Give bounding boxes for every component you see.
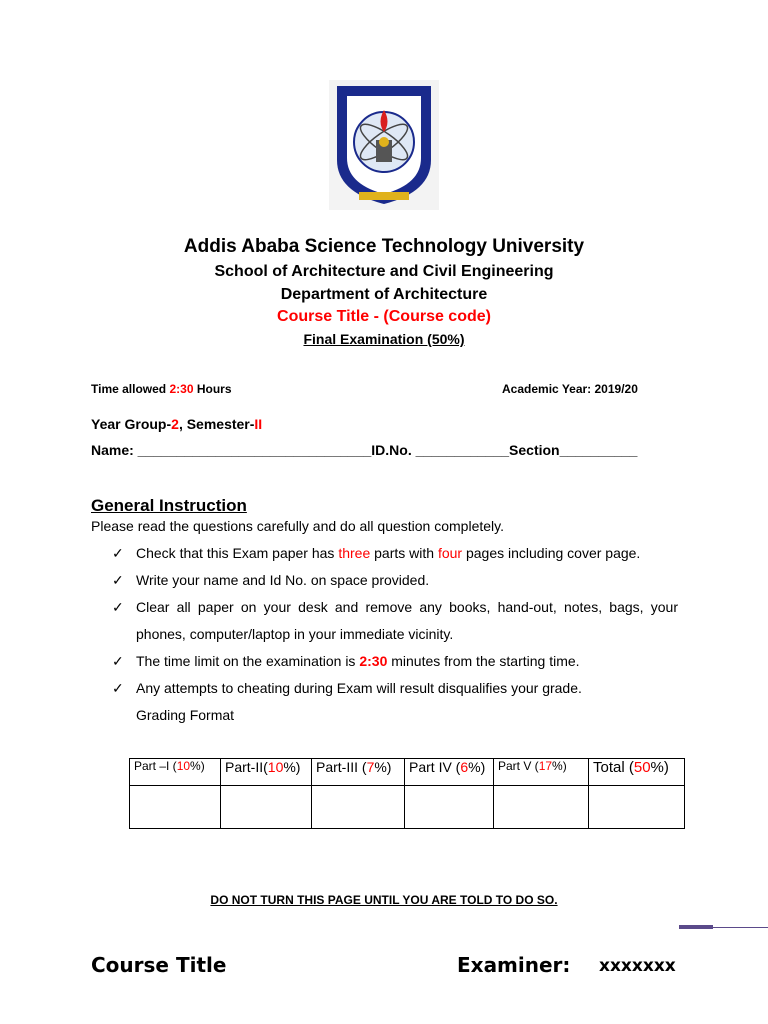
- university-logo: [329, 80, 439, 210]
- name-id-section-line: Name: ______________________________ID.No. ____________Section__________: [91, 442, 638, 458]
- grading-cell-part3: [312, 759, 405, 786]
- school-name: School of Architecture and Civil Engineering: [214, 263, 554, 280]
- pages-count: four: [437, 545, 463, 561]
- score-cell: [312, 786, 405, 829]
- score-cell: [130, 786, 221, 829]
- instruction-text: minutes from the starting time.: [387, 653, 580, 669]
- cell-value: 10: [267, 759, 284, 775]
- table-row: [130, 786, 685, 829]
- list-item: [112, 540, 678, 567]
- year-group-value: 2: [171, 416, 179, 432]
- time-allowed-label: Time allowed: [91, 382, 170, 396]
- footer-accent-line: [713, 927, 768, 928]
- instruction-text: Write your name and Id No. on space provided.: [136, 572, 430, 588]
- semester-value: II: [254, 416, 263, 432]
- checkmark-icon: ✓: [112, 599, 124, 615]
- do-not-turn-notice: DO NOT TURN THIS PAGE UNTIL YOU ARE TOLD TO DO SO.: [210, 893, 558, 907]
- time-allowed-value: 2:30: [169, 382, 194, 396]
- list-item: [112, 594, 678, 648]
- cell-label: Total (: [593, 759, 634, 776]
- instruction-text: parts with: [370, 545, 438, 561]
- instruction-text: pages including cover page.: [462, 545, 641, 561]
- cell-suffix: %): [552, 759, 567, 773]
- semester-label: , Semester-: [178, 416, 255, 432]
- instruction-intro: Please read the questions carefully and do all question completely.: [91, 518, 504, 534]
- footer-course-title: Course Title: [91, 953, 227, 977]
- grading-cell-part2: [221, 759, 312, 786]
- cell-value: 6: [460, 759, 469, 775]
- list-item: [112, 648, 678, 675]
- score-cell: [405, 786, 494, 829]
- university-emblem-icon: [329, 80, 439, 210]
- instruction-text: Clear all paper on your desk and remove any books, hand-out, notes, bags, your phones, computer/laptop in your immediate vicinity.: [136, 599, 678, 642]
- grading-cell-total: [589, 759, 685, 786]
- footer-accent-bar: [679, 925, 713, 929]
- cell-suffix: %): [468, 759, 486, 775]
- grading-cell-part1: [130, 759, 221, 786]
- grading-cell-part4: [405, 759, 494, 786]
- list-item: [112, 675, 678, 702]
- cell-label: Part-II(: [225, 759, 268, 775]
- course-title: Course Title - (Course code): [277, 308, 491, 325]
- university-name: Addis Ababa Science Technology University: [183, 236, 585, 257]
- score-cell: [494, 786, 589, 829]
- cell-label: Part –I (: [134, 759, 177, 773]
- instruction-text: Check that this Exam paper has: [136, 545, 339, 561]
- score-cell: [221, 786, 312, 829]
- grading-table: [129, 758, 685, 829]
- checkmark-icon: ✓: [112, 680, 124, 696]
- grading-format-label: [112, 702, 678, 729]
- footer-examiner-name: xxxxxxx: [599, 956, 676, 976]
- grading-cell-part5: [494, 759, 589, 786]
- footer-examiner-label: Examiner:: [457, 953, 571, 977]
- instruction-text: Any attempts to cheating during Exam will result disqualifies your grade.: [136, 680, 582, 696]
- cell-label: Part-III (: [316, 759, 367, 775]
- table-row: [130, 759, 685, 786]
- general-instruction-title: General Instruction: [91, 496, 247, 515]
- year-group-label: Year Group-: [91, 416, 172, 432]
- cell-label: Part IV (: [409, 759, 461, 775]
- parts-count: three: [338, 545, 371, 561]
- time-limit-value: 2:30: [359, 653, 388, 669]
- cell-value: 10: [176, 759, 191, 773]
- instruction-list: [112, 540, 678, 729]
- score-cell: [589, 786, 685, 829]
- checkmark-icon: ✓: [112, 653, 124, 669]
- cell-value: 50: [633, 759, 651, 776]
- time-allowed: [91, 382, 232, 396]
- grading-format-text: Grading Format: [136, 707, 235, 723]
- instruction-text: The time limit on the examination is: [136, 653, 360, 669]
- academic-year: Academic Year: 2019/20: [502, 382, 638, 396]
- exam-title: Final Examination (50%): [303, 331, 465, 347]
- checkmark-icon: ✓: [112, 572, 124, 588]
- cell-suffix: %): [283, 759, 301, 775]
- cell-value: 17: [538, 759, 553, 773]
- cell-suffix: %): [190, 759, 205, 773]
- checkmark-icon: ✓: [112, 545, 124, 561]
- cell-value: 7: [366, 759, 375, 775]
- cell-suffix: %): [374, 759, 392, 775]
- year-group: [91, 416, 262, 432]
- list-item: [112, 567, 678, 594]
- cell-label: Part V (: [498, 759, 539, 773]
- cell-suffix: %): [650, 759, 669, 776]
- department-name: Department of Architecture: [280, 286, 488, 303]
- time-allowed-unit: Hours: [193, 382, 232, 396]
